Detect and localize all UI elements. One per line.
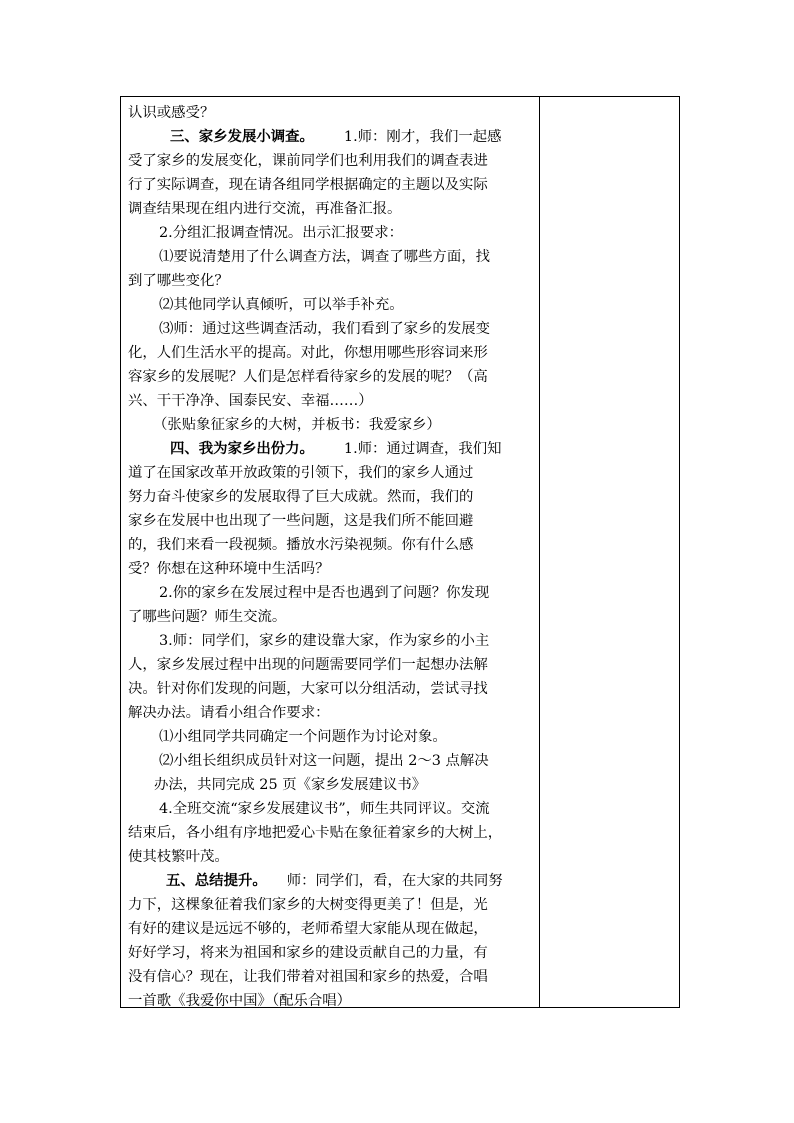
text-line: ⑶师：通过这些调查活动，我们看到了家乡的发展变: [159, 321, 490, 337]
text-line: 使其枝繁叶茂。: [128, 849, 229, 865]
text-line: 有好的建议是远远不够的，老师希望大家能从现在做起，: [128, 921, 488, 937]
text-line: 办法，共同完成 25 页《家乡发展建议书》: [154, 777, 427, 793]
text-line: 一首歌《我爱你中国》（配乐合唱）: [128, 993, 352, 1009]
text-line: 4.全班交流“家乡发展建议书”，师生共同评议。交流: [159, 801, 490, 817]
text-line: 家乡在发展中也出现了一些问题，这是我们所不能回避: [128, 513, 474, 529]
text-line: 努力奋斗使家乡的发展取得了巨大成就。然而，我们的: [128, 489, 474, 505]
text-line: 好好学习，将来为祖国和家乡的建设贡献自己的力量，有: [128, 945, 488, 961]
text-line: 2.你的家乡在发展过程中是否也遇到了问题？你发现: [159, 585, 490, 601]
text-line: 道了在国家改革开放政策的引领下，我们的家乡人通过: [128, 465, 474, 481]
text-line: ⑴小组同学共同确定一个问题作为讨论对象。: [159, 729, 447, 745]
text-line: 人，家乡发展过程中出现的问题需要同学们一起想办法解: [128, 657, 488, 673]
text-line: 解决办法。请看小组合作要求：: [128, 705, 330, 721]
section-heading: 五、总结提升。: [166, 872, 267, 889]
text-line: 四、我为家乡出份力。 1.师：通过调查，我们知: [170, 440, 502, 457]
text-line: 三、家乡发展小调查。 1.师：刚才，我们一起感: [170, 128, 502, 145]
text-line: 兴、干干净净、国泰民安、幸福……）: [128, 393, 373, 409]
text-line: 容家乡的发展呢？人们是怎样看待家乡的发展的呢？（高: [128, 369, 488, 385]
text-line: 调查结果现在组内进行交流，再准备汇报。: [128, 201, 402, 217]
text-line: 五、总结提升。 师：同学们，看，在大家的共同努: [166, 872, 503, 889]
text-line: 受？你想在这种环境中生活吗？: [128, 561, 330, 577]
text-line: （张贴象征家乡的大树，并板书：我爱家乡）: [153, 417, 441, 433]
text-line: 没有信心？现在，让我们带着对祖国和家乡的热爱，合唱: [128, 969, 488, 985]
text-line: 结束后，各小组有序地把爱心卡贴在象征着家乡的大树上，: [128, 825, 503, 841]
lesson-content-cell: [125, 97, 537, 1007]
text-line: 3.师：同学们，家乡的建设靠大家，作为家乡的小主: [159, 633, 490, 649]
notes-cell: [540, 97, 679, 1007]
section-heading: 四、我为家乡出份力。: [170, 440, 314, 457]
text-line: 行了实际调查，现在请各组同学根据确定的主题以及实际: [128, 177, 488, 193]
text-line: 受了家乡的发展变化，课前同学们也利用我们的调查表进: [128, 153, 488, 169]
text-line: ⑵小组长组织成员针对这一问题，提出 2～3 点解决: [159, 753, 489, 769]
text-line: ⑵其他同学认真倾听，可以举手补充。: [159, 297, 404, 313]
text-line: 2.分组汇报调查情况。出示汇报要求：: [159, 225, 403, 241]
text-line: 的，我们来看一段视频。播放水污染视频。你有什么感: [128, 537, 474, 553]
text-line: ⑴要说清楚用了什么调查方法，调查了哪些方面，找: [159, 249, 490, 265]
text-line: 到了哪些变化？: [128, 273, 229, 289]
text-line: 了哪些问题？师生交流。: [128, 609, 287, 625]
text-line: 决。针对你们发现的问题，大家可以分组活动，尝试寻找: [128, 681, 488, 697]
section-heading: 三、家乡发展小调查。: [170, 128, 314, 145]
text-line: 化，人们生活水平的提高。对此，你想用哪些形容词来形: [128, 345, 488, 361]
lesson-table: [120, 96, 680, 1008]
text-line: 认识或感受？: [128, 105, 215, 121]
text-line: 力下，这棵象征着我们家乡的大树变得更美了！但是，光: [128, 897, 488, 913]
